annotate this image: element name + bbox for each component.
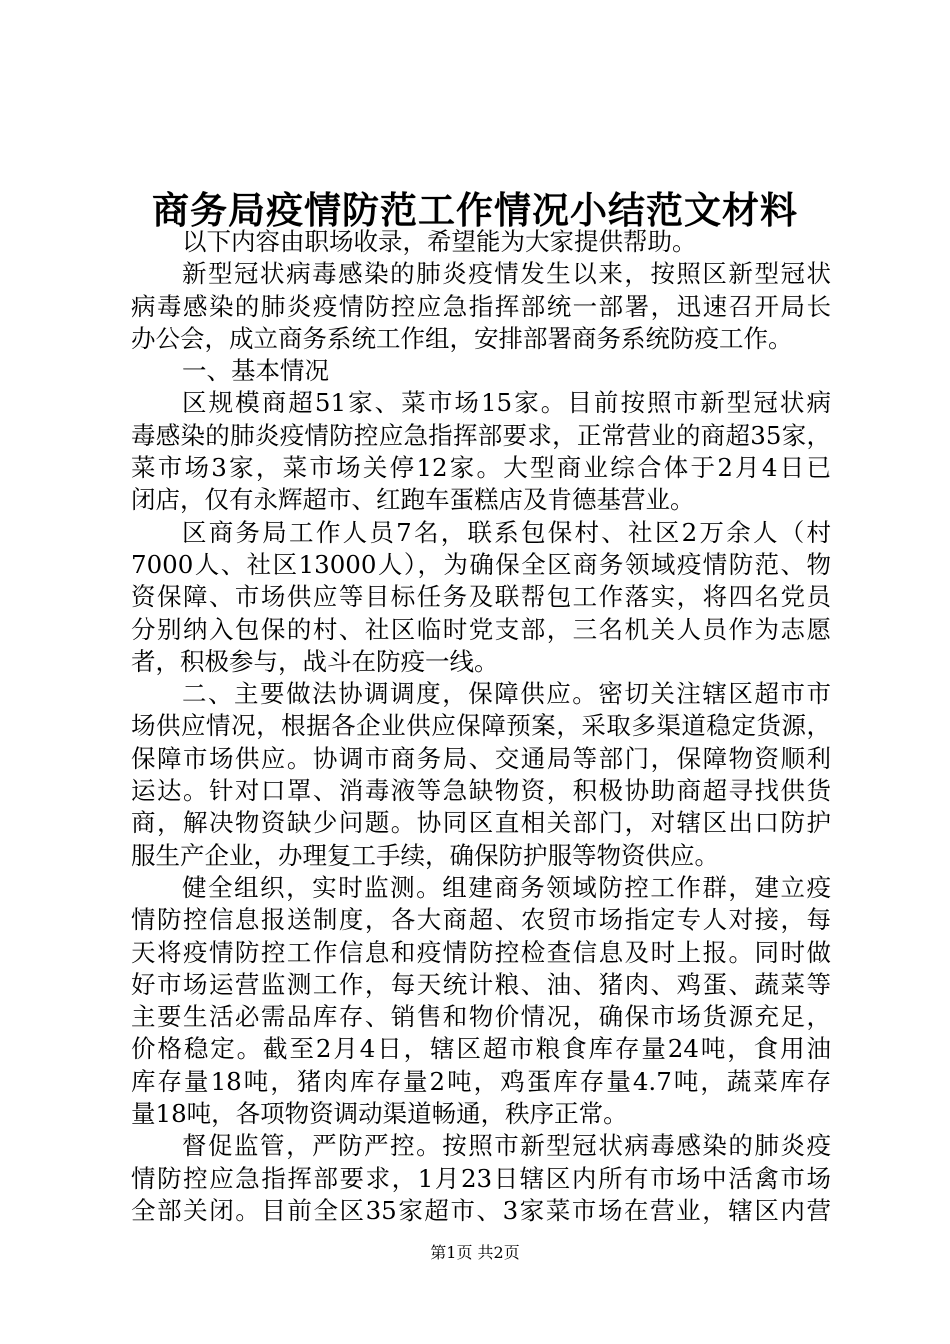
body-line: 一、基本情况 bbox=[182, 356, 329, 386]
body-line: 运达。针对口罩、消毒液等急缺物资，积极协助商超寻找供货 bbox=[131, 776, 831, 806]
body-line: 全部关闭。目前全区35家超市、3家菜市场在营业，辖区内营 bbox=[131, 1195, 831, 1225]
body-line: 二、主要做法协调调度，保障供应。密切关注辖区超市市 bbox=[182, 679, 831, 709]
body-line: 者，积极参与，战斗在防疫一线。 bbox=[131, 646, 499, 676]
body-line: 区商务局工作人员7名，联系包保村、社区2万余人（村 bbox=[182, 517, 831, 547]
body-line: 主要生活必需品库存、销售和物价情况，确保市场货源充足， bbox=[131, 1002, 831, 1032]
body-line: 闭店，仅有永辉超市、红跑车蛋糕店及肯德基营业。 bbox=[131, 485, 695, 515]
body-line: 区规模商超51家、菜市场15家。目前按照市新型冠状病 bbox=[182, 388, 831, 418]
document-title: 商务局疫情防范工作情况小结范文材料 bbox=[152, 188, 798, 232]
body-line: 新型冠状病毒感染的肺炎疫情发生以来，按照区新型冠状 bbox=[182, 259, 831, 289]
body-line: 量18吨，各项物资调动渠道畅通，秩序正常。 bbox=[131, 1099, 628, 1129]
body-line: 保障市场供应。协调市商务局、交通局等部门，保障物资顺利 bbox=[131, 743, 831, 773]
body-line: 健全组织，实时监测。组建商务领域防控工作群，建立疫 bbox=[182, 872, 831, 902]
body-line: 天将疫情防控工作信息和疫情防控检查信息及时上报。同时做 bbox=[131, 937, 831, 967]
body-line: 好市场运营监测工作，每天统计粮、油、猪肉、鸡蛋、蔬菜等 bbox=[131, 969, 831, 999]
body-line: 库存量18吨，猪肉库存量2吨，鸡蛋库存量4.7吨，蔬菜库存 bbox=[131, 1066, 831, 1096]
body-line: 场供应情况，根据各企业供应保障预案，采取多渠道稳定货源， bbox=[131, 711, 831, 741]
body-line: 毒感染的肺炎疫情防控应急指挥部要求，正常营业的商超35家， bbox=[131, 420, 831, 450]
body-line: 办公会，成立商务系统工作组，安排部署商务系统防疫工作。 bbox=[131, 323, 793, 353]
body-line: 商，解决物资缺少问题。协同区直相关部门，对辖区出口防护 bbox=[131, 808, 831, 838]
body-line: 病毒感染的肺炎疫情防控应急指挥部统一部署，迅速召开局长 bbox=[131, 291, 831, 321]
body-line: 资保障、市场供应等目标任务及联帮包工作落实，将四名党员 bbox=[131, 582, 831, 612]
body-line: 以下内容由职场收录，希望能为大家提供帮助。 bbox=[182, 227, 697, 256]
body-line: 督促监管，严防严控。按照市新型冠状病毒感染的肺炎疫 bbox=[182, 1131, 831, 1161]
document-body bbox=[131, 226, 831, 1227]
body-line: 情防控信息报送制度，各大商超、农贸市场指定专人对接，每 bbox=[131, 905, 831, 935]
body-line: 价格稳定。截至2月4日，辖区超市粮食库存量24吨，食用油 bbox=[131, 1034, 831, 1064]
body-line: 情防控应急指挥部要求，1月23日辖区内所有市场中活禽市场 bbox=[131, 1163, 831, 1193]
body-line: 7000人、社区13000人），为确保全区商务领域疫情防范、物 bbox=[131, 549, 831, 579]
body-line: 服生产企业，办理复工手续，确保防护服等物资供应。 bbox=[131, 840, 719, 870]
page-footer: 第1页 共2页 bbox=[430, 1243, 520, 1262]
body-line: 菜市场3家，菜市场关停12家。大型商业综合体于2月4日已 bbox=[131, 453, 831, 483]
body-line: 分别纳入包保的村、社区临时党支部，三名机关人员作为志愿 bbox=[131, 614, 831, 644]
